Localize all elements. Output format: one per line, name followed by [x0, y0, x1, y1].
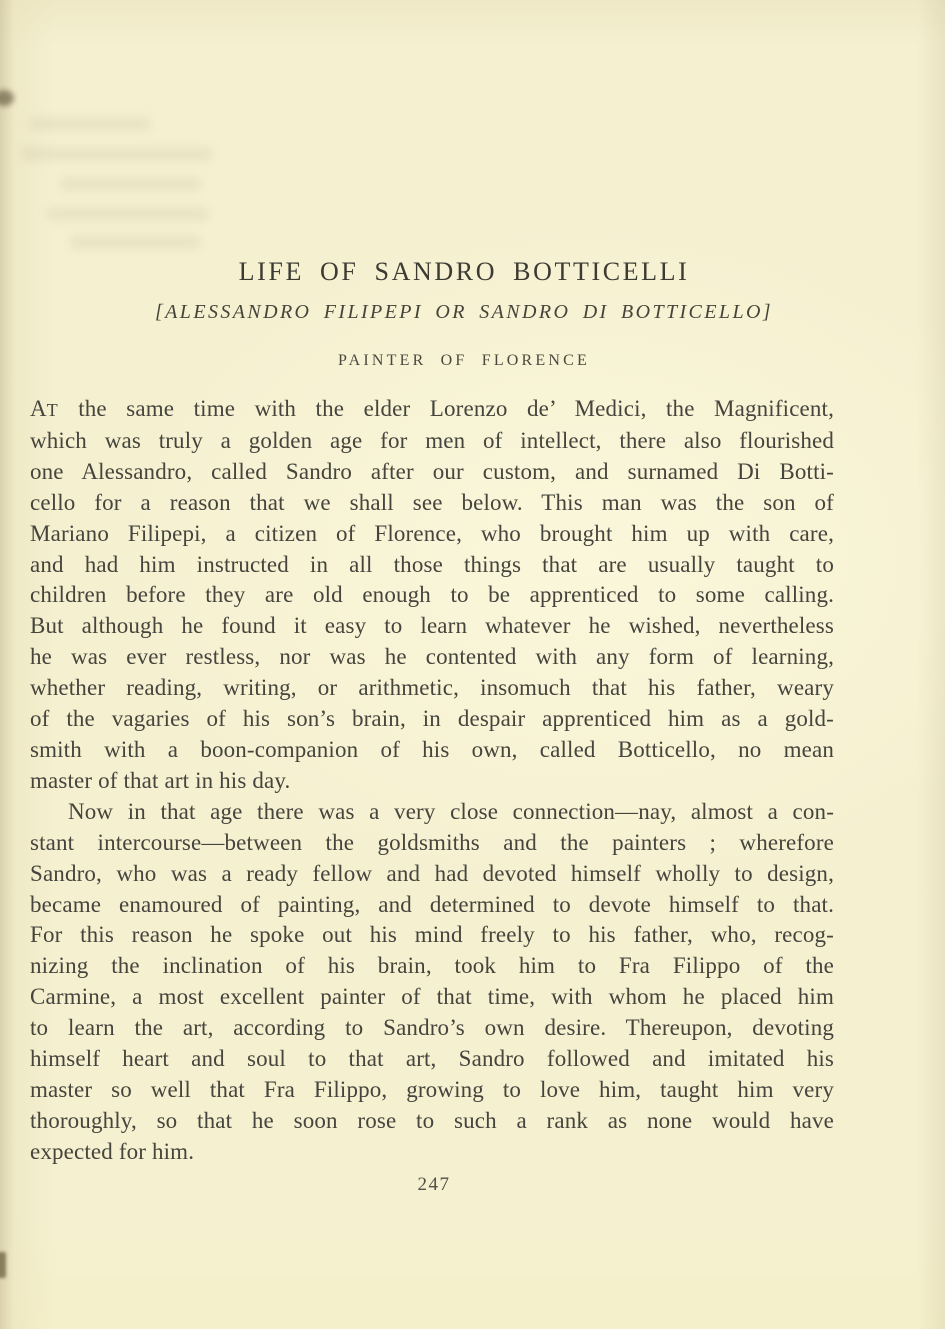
text-line: AT the same time with the elder Lorenzo de’ Medici, the Magnificent, — [30, 396, 834, 421]
text-line: Now in that age there was a very close connection—nay, almost a con- — [68, 798, 834, 824]
text-line: he was ever restless, nor was he contented with any form of learning, — [30, 644, 834, 670]
text-line: one Alessandro, called Sandro after our custom, and surnamed Di Botti- — [30, 458, 834, 484]
text-line: cello for a reason that we shall see below. This man was the son of — [30, 489, 834, 515]
text-line: whether reading, writing, or arithmetic, insomuch that his father, weary — [30, 675, 834, 701]
text-line: For this reason he spoke out his mind freely to his father, who, recog- — [30, 922, 834, 948]
text-line: nizing the inclination of his brain, took him to Fra Filippo of the — [30, 953, 834, 979]
text-line: thoroughly, so that he soon rose to such a rank as none would have — [30, 1107, 834, 1133]
text-line: stant intercourse—between the goldsmiths and the painters ; wherefore — [30, 829, 834, 855]
ink-smudge-top-left — [0, 90, 14, 106]
text-line: to learn the art, according to Sandro’s own desire. Thereupon, devoting — [30, 1015, 834, 1041]
show-through-ghost — [48, 208, 208, 220]
text-line: children before they are old enough to be apprenticed to some calling. — [30, 582, 834, 608]
text-line: Sandro, who was a ready fellow and had devoted himself wholly to design, — [30, 860, 834, 886]
text-line: Carmine, a most excellent painter of that time, with whom he placed him — [30, 984, 834, 1010]
text-line: smith with a boon-companion of his own, called Botticello, no mean — [30, 736, 834, 762]
text-line: became enamoured of painting, and determined to devote himself to that. — [30, 891, 834, 917]
text-line: of the vagaries of his son’s brain, in despair apprenticed him as a gold- — [30, 706, 834, 732]
paragraph — [30, 797, 834, 1168]
text-line: Mariano Filipepi, a citizen of Florence, who brought him up with care, — [30, 520, 834, 546]
page-number: 247 — [417, 1174, 451, 1195]
show-through-ghost — [30, 118, 150, 130]
page-subtitle: [ALESSANDRO FILIPEPI OR SANDRO DI BOTTICELLO] — [155, 301, 773, 323]
show-through-ghost — [22, 148, 212, 160]
page-title: LIFE OF SANDRO BOTTICELLI — [238, 257, 690, 286]
text-line: expected for him. — [30, 1138, 195, 1164]
show-through-ghost — [60, 178, 200, 190]
text-line: and had him instructed in all those things that are usually taught to — [30, 551, 834, 577]
show-through-ghost — [70, 236, 200, 248]
text-line: master of that art in his day. — [30, 767, 291, 793]
body-text — [30, 394, 834, 1168]
lead-small-caps: T — [46, 400, 59, 420]
paragraph — [30, 394, 834, 797]
text-line: himself heart and soul to that art, Sandro followed and imitated his — [30, 1046, 834, 1072]
text-line: master so well that Fra Filippo, growing to love him, taught him very — [30, 1076, 834, 1102]
text-line: which was truly a golden age for men of intellect, there also flourished — [30, 427, 834, 453]
ink-smudge-bottom-left — [0, 1252, 6, 1278]
page-rubric: PAINTER OF FLORENCE — [337, 352, 590, 369]
text-line: But although he found it easy to learn whatever he wished, nevertheless — [30, 613, 834, 639]
